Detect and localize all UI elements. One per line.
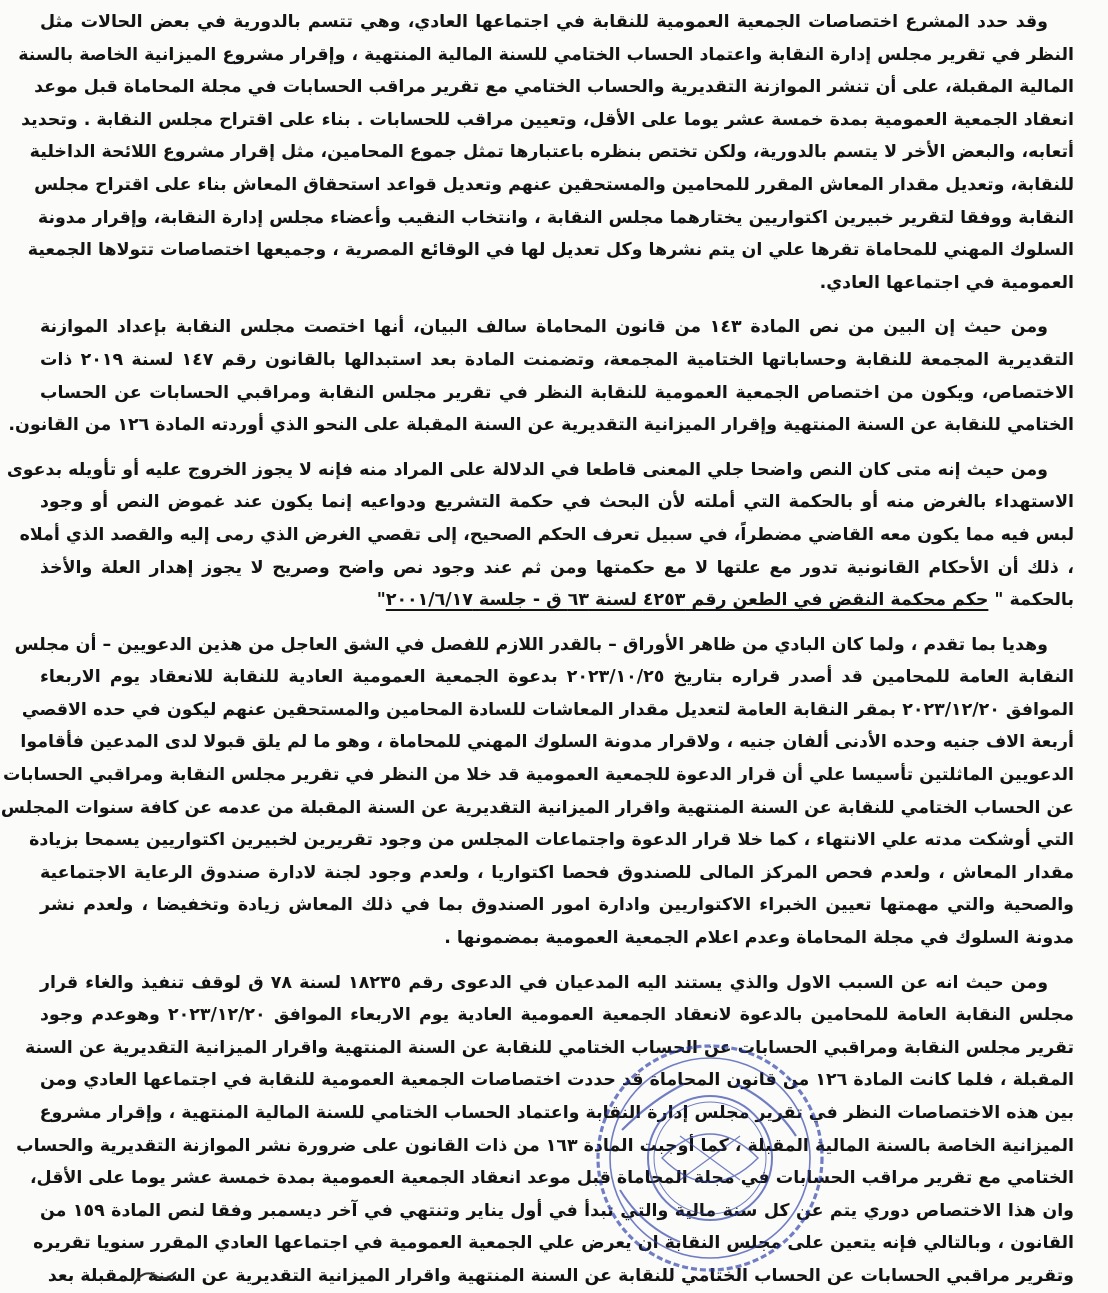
paragraph-line: مدونة السلوك في مجلة المحاماة وعدم اعلام الجمعية العمومية بمضمونها . (444, 928, 1074, 949)
paragraph (16, 967, 1074, 1293)
paragraph-line: النقابة ووفقا لتقرير خبيرين اكتواريين يختارهما مجلس النقابة ، وانتخاب النقيب وأعضاء مجلس إدارة النقابة، وإقرار مدونة (37, 207, 1074, 228)
paragraph-line: ومن حيث انه عن السبب الاول والذي يستند اليه المدعيان في الدعوى رقم ١٨٢٣٥ لسنة ٧٨ ق لوقف تنفيذ والغاء قرار (40, 972, 1049, 993)
paragraph-line: القانون ، وبالتالي فإنه يتعين على مجلس النقابة ان يعرض علي الجمعية العمومية في اجتماعها العادي المقرر سنويا تقريره (33, 1233, 1074, 1254)
paragraph-line: السلوك المهني للمحاماة تقرها علي ان يتم نشرها وكل تعديل لها في الوقائع المصرية ، وجميعها اختصاصات تتولاها الجمعية (27, 240, 1074, 261)
paragraph-line: الختامي للنقابة عن السنة المنتهية وإقرار الميزانية التقديرية عن السنة المقبلة على النحو الذي أوردته المادة ١٢٦ من القانون. (8, 415, 1074, 436)
paragraph-line: مقدار المعاش ، ولعدم فحص المركز المالى للصندوق فحصا اكتواريا ، ولعدم وجود لجنة لادارة صندوق الرعاية الاجتماعية (40, 862, 1074, 883)
paragraph-line: الاختصاص، ويكون من اختصاص الجمعية العمومية للنقابة النظر في تقرير مجلس النقابة ومراقبي الحسابات عن الحساب (40, 382, 1074, 403)
paragraph-line: للنقابة، وتعديل مقدار المعاش المقرر للمحامين والمستحقين عنهم وتعديل قواعد استحقاق المعاش بناء على اقتراح مجلس (34, 174, 1074, 195)
paragraph-line: الميزانية الخاصة بالسنة المالية المقبلة ، كما أوجبت المادة ١٦٣ من ذات القانون على ضرورة نشر الموازنة التقديرية والحساب (16, 1135, 1074, 1156)
paragraph-line: انعقاد الجمعية العمومية بمدة خمسة عشر يوما على الأقل، وتعيين مراقب للحسابات . بناء على اقتراح مجلس النقابة . وتحديد (21, 109, 1074, 130)
paragraph-line: مجلس النقابة العامة للمحامين بالدعوة لانعقاد الجمعية العمومية العادية يوم الاربعاء الموافق ٢٠٢٣/١٢/٢٠ وهوعدم وجود (40, 1005, 1074, 1026)
paragraph-line: عن الحساب الختامي للنقابة عن السنة المنتهية واقرار الميزانية التقديرية عن السنة المقبلة من عدمه عن كافة سنوات المجلس (0, 797, 1074, 818)
paragraph (8, 311, 1074, 441)
paragraph-line: وتقرير مراقبي الحسابات عن الحساب الختامي للنقابة عن السنة المنتهية واقرار الميزانية التقديرية عن السنة المقبلة بعد (47, 1265, 1074, 1286)
paragraph (0, 629, 1074, 955)
paragraph-line: النقابة العامة للمحامين قد أصدر قراره بتاريخ ٢٠٢٣/١٠/٢٥ بدعوة الجمعية العمومية العادية للنقابة للانعقاد يوم الاربعاء (40, 667, 1074, 688)
paragraph-line: والصحية والتي مهمتها تعيين الخبراء الاكتواريين وادارة امور الصندوق بما في ذلك المعاش زيادة وتخفيضا ، ولعدم نشر (40, 895, 1074, 916)
court-ruling-citation: حكم محكمة النقض في الطعن رقم ٤٢٥٣ لسنة ٦٣ ق - جلسة ٢٠٠١/٦/١٧ (385, 590, 989, 611)
paragraph-line: ، ذلك أن الأحكام القانونية تدور مع علتها لا مع حكمتها ومن ثم عند وجود نص واضح وصريح لا يجوز إهدار العلة والأخذ (40, 557, 1074, 578)
paragraph-line: النظر في تقرير مجلس إدارة النقابة واعتماد الحساب الختامي للسنة المالية المنتهية ، وإقرار مشروع الميزانية الخاصة بالسنة (18, 44, 1074, 65)
paragraph-line: الختامي مع تقرير مراقب الحسابات في مجلة المحاماة قبل موعد انعقاد الجمعية العمومية بمدة خمسة عشر يوما على الأقل، (29, 1168, 1074, 1189)
document-body (0, 6, 1074, 1293)
paragraph-line: الاستهداء بالغرض منه أو بالحكمة التي أملته لأن البحث في حكمة التشريع ودواعيه إنما يكون عند غموض النص أو وجود (40, 492, 1074, 513)
paragraph-line: بالحكمة " حكم محكمة النقض في الطعن رقم ٤٢٥٣ لسنة ٦٣ ق - جلسة ٢٠٠١/٦/١٧" (376, 590, 1074, 611)
paragraph-line: المالية المقبلة، على أن تنشر الموازنة التقديرية والحساب الختامي مع تقرير مراقب الحسابات في مجلة المحاماة قبل موعد (34, 77, 1074, 98)
paragraph-line: التقديرية المجمعة للنقابة وحساباتها الختامية المجمعة، وتضمنت المادة بعد استبدالها بالقانون رقم ١٤٧ لسنة ٢٠١٩ ذات (40, 349, 1074, 370)
paragraph-line: بين هذه الاختصاصات النظر في تقرير مجلس إدارة النقابة واعتماد الحساب الختامي للسنة المالية المنتهية ، وإقرار مشروع (39, 1103, 1074, 1123)
paragraph-line: التي أوشكت مدته علي الانتهاء ، كما خلا قرار الدعوة واجتماعات المجلس من وجود تقريرين لخبيرين اكتواريين يسمحا بزيادة (29, 830, 1074, 851)
paragraph-line: وهديا بما تقدم ، ولما كان البادي من ظاهر الأوراق – بالقدر اللازم للفصل في الشق العاجل من هذين الدعويين – أن مجلس (14, 634, 1048, 655)
paragraph-line: العمومية في اجتماعها العادي. (819, 272, 1074, 293)
paragraph-line: لبس فيه مما يكون معه القاضي مضطراً، في سبيل تعرف الحكم الصحيح، إلى تقصي الغرض الذي رمى إليه والقصد الذي أملاه (19, 524, 1074, 545)
paragraph-line: وقد حدد المشرع اختصاصات الجمعية العمومية للنقابة في اجتماعها العادي، وهي تتسم بالدورية في بعض الحالات مثل (40, 12, 1048, 32)
paragraph-line: تقرير مجلس النقابة ومراقبي الحسابات عن الحساب الختامي للنقابة عن السنة المنتهية واقرار الميزانية التقديرية عن السنة (24, 1037, 1074, 1058)
paragraph-line: ومن حيث إنه متى كان النص واضحا جلي المعنى قاطعا في الدلالة على المراد منه فإنه لا يجوز الخروج عليه أو تأويله بدعوى (6, 459, 1048, 480)
page-edge-mark (130, 1266, 190, 1286)
paragraph-line: وان هذا الاختصاص دوري يتم عن كل سنة مالية والتي تبدأ في أول يناير وتنتهي في آخر ديسمبر وفقا لنص المادة ١٥٩ من (40, 1200, 1074, 1221)
paragraph-line: المقبلة ، فلما كانت المادة ١٢٦ من قانون المحاماة قد حددت اختصاصات الجمعية العمومية للنقابة في اجتماعها العادي ومن (40, 1070, 1074, 1091)
paragraph-line: الموافق ٢٠٢٣/١٢/٢٠ بمقر النقابة العامة لتعديل مقدار المعاشات للسادة المحامين والمستحقين عنهم ليكون في حده الاقصي (21, 699, 1074, 720)
paragraph (18, 6, 1074, 299)
paragraph-line: ومن حيث إن البين من نص المادة ١٤٣ من قانون المحاماة سالف البيان، أنها اختصت مجلس النقابة بإعداد الموازنة (40, 317, 1048, 338)
paragraph (6, 454, 1074, 617)
paragraph-line: الدعويين الماثلتين تأسيسا علي أن قرار الدعوة للجمعية العمومية قد خلا من النظر في تقرير مجلس النقابة ومراقبي الحسابات (3, 765, 1074, 786)
paragraph-line: أتعابه، والبعض الأخر لا يتسم بالدورية، ولكن تختص بنظره باعتبارها تمثل جموع المحامين، مثل إقرار مشروع اللائحة الداخلية (29, 142, 1074, 163)
paragraph-line: أربعة الاف جنيه وحده الأدنى ألفان جنيه ، ولاقرار مدونة السلوك المهني للمحاماة ، وهو ما لم يلق قبولا لدى المدعين فأقاموا (20, 732, 1074, 753)
